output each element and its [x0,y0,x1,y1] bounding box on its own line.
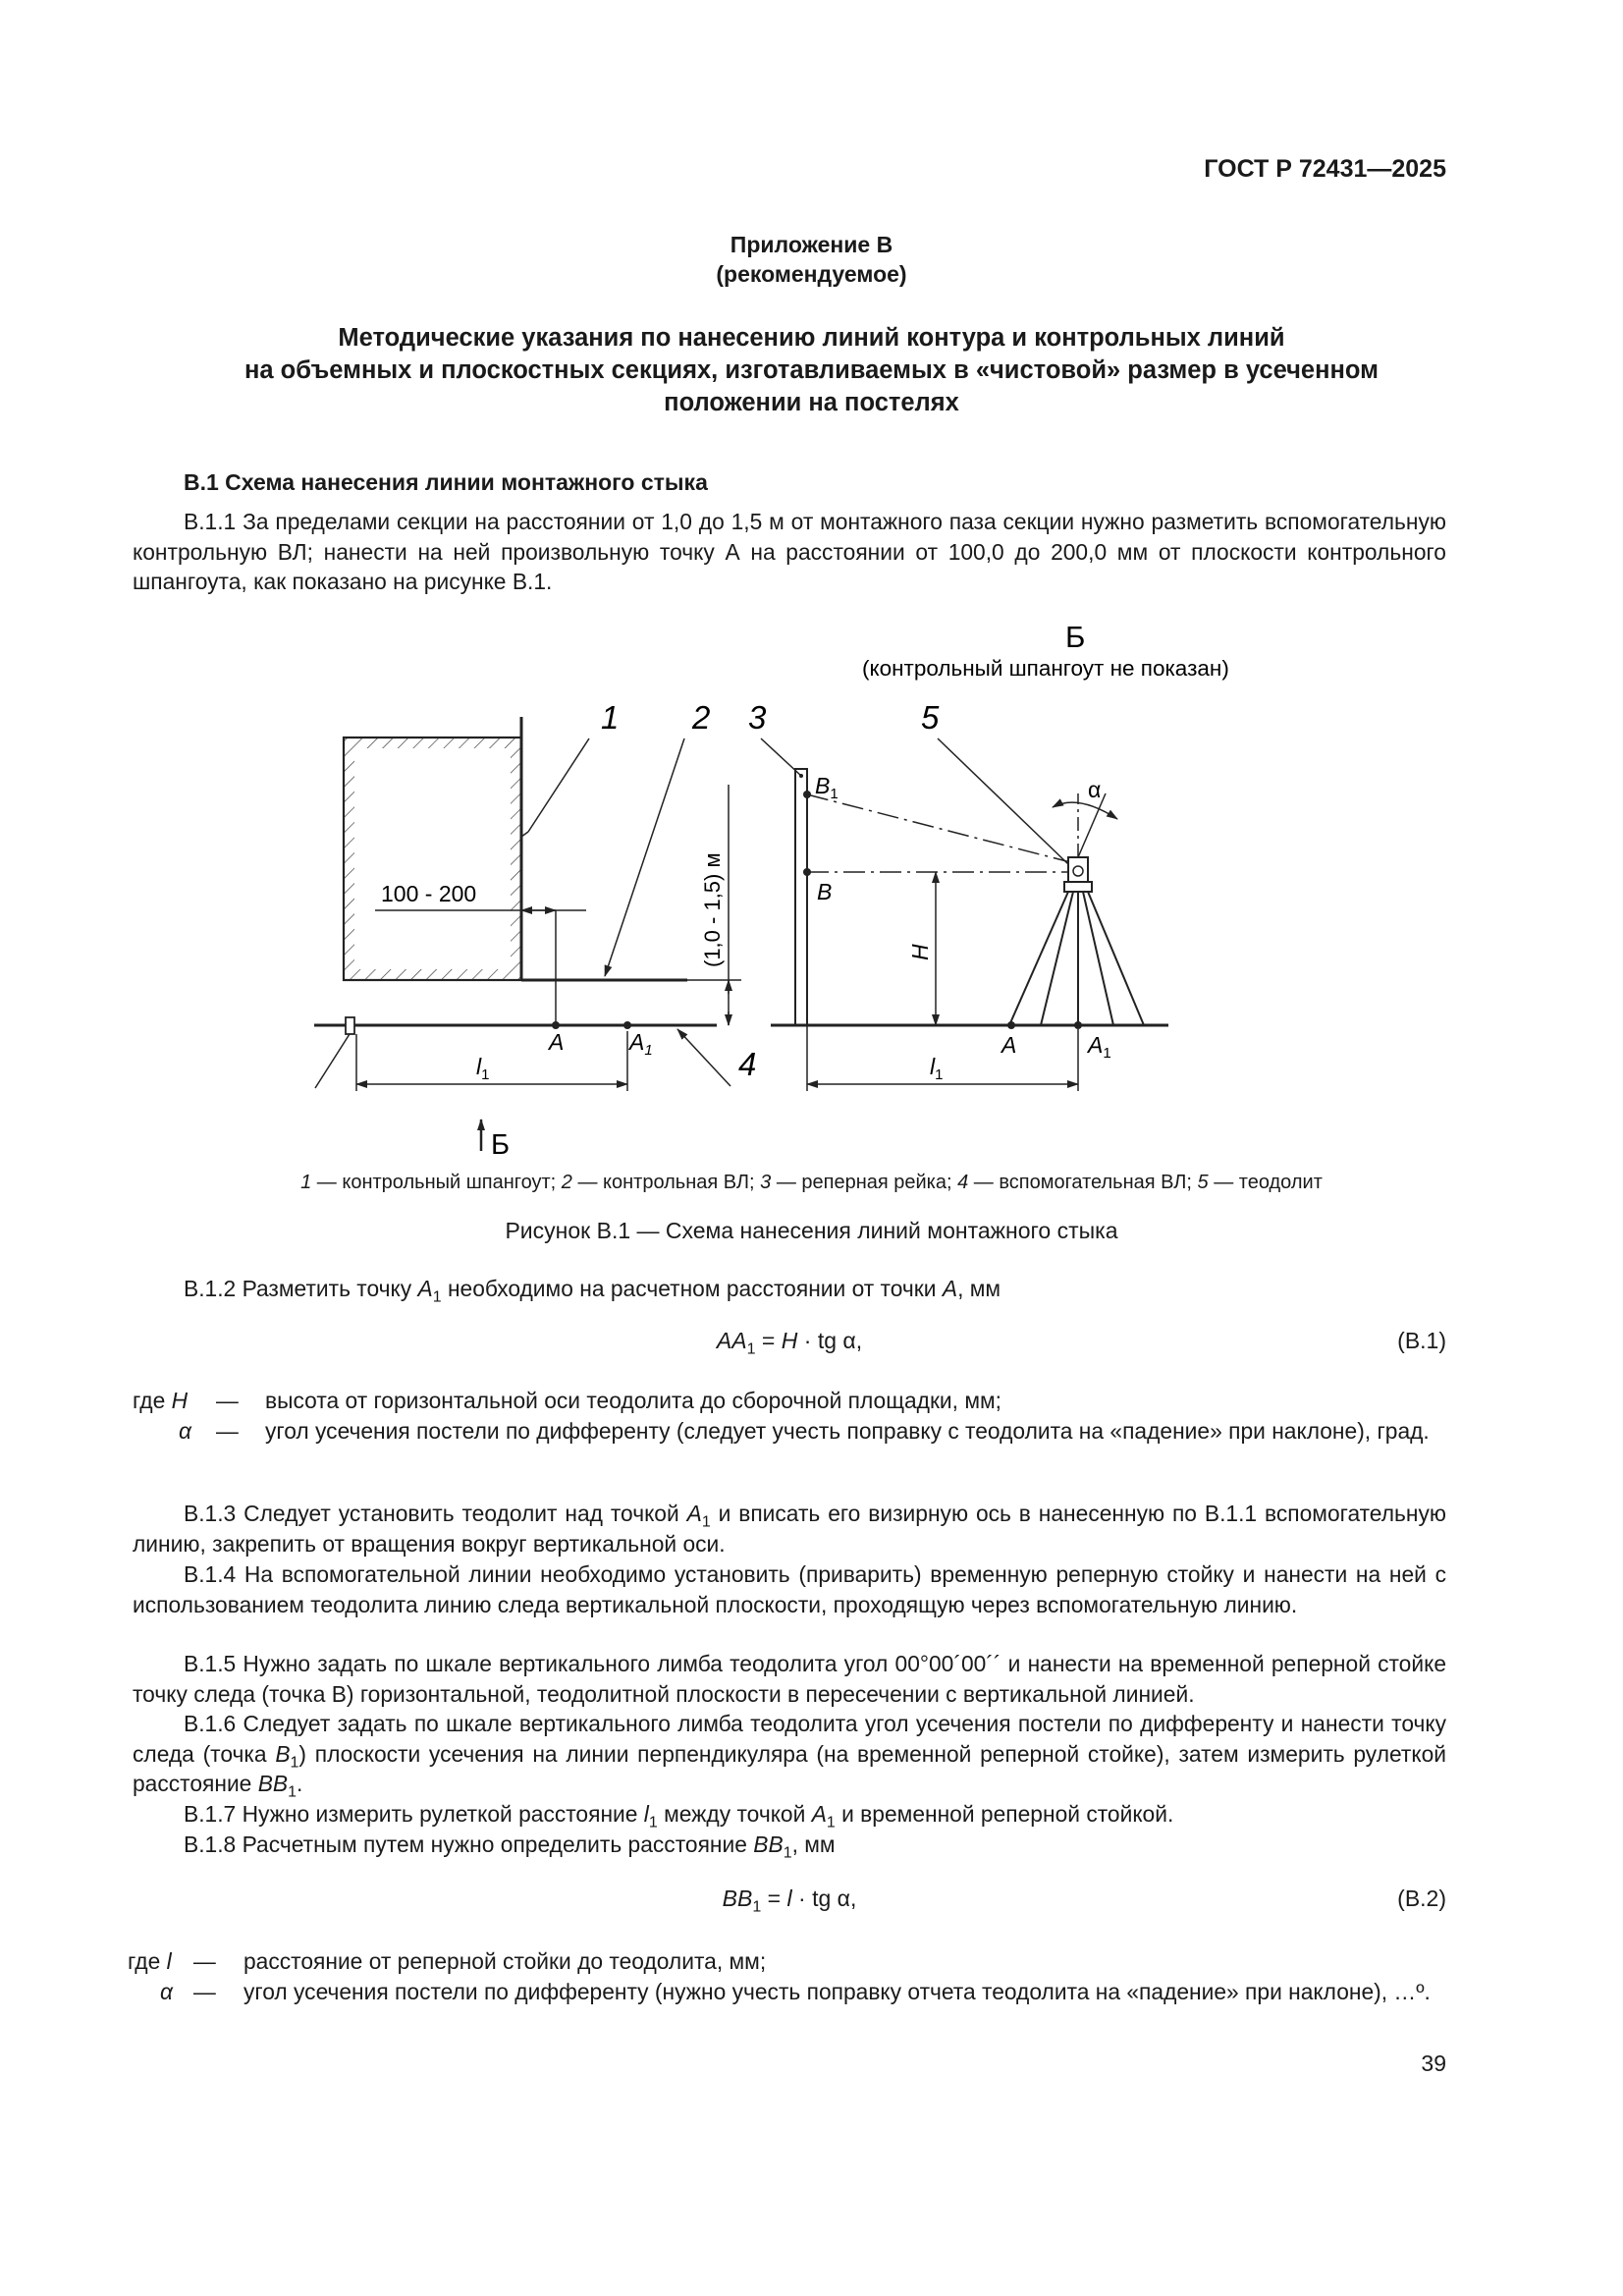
paragraph-b1-4: В.1.4 На вспомогательной линии необходимо установить (приварить) временную реперную стойку и нанести на ней с использованием теодолита линию следа вертикальной плоскости, проходящую через вспомогательную линию. [133,1561,1446,1617]
formula-number-b1: (В.1) [1397,1328,1446,1353]
paragraph-b1-1: В.1.1 За пределами секции на расстоянии от 1,0 до 1,5 м от монтажного паза секции нужно разметить вспомогательную контрольную ВЛ; нанести на ней произвольную точку А на расстоянии от 100,0 до 200,0 мм от плоскости контрольного шпангоута, как показано на рисунке В.1. [133,509,1446,594]
marker-post [346,1017,354,1034]
page-number: 39 [1421,2050,1446,2076]
theodolite [1009,857,1144,1025]
callout-1: 1 [601,699,620,736]
formula-b2: $BB_1 = l$ · tg α, (В.2) [722,1886,1446,1916]
dim-100-200: 100 - 200 [381,881,477,906]
label-a-right: A [1001,1032,1017,1058]
label-a1-left: $A_1$ [629,1029,653,1059]
callout-2: 2 [692,699,711,736]
paragraph-b1-2: В.1.2 Разметить точку $A_1$ необходимо на расчетном расстоянии от точки A, мм [184,1276,1001,1306]
view-note: (контрольный шпангоут не показан) [862,656,1229,681]
document-code: ГОСТ Р 72431—2025 [1204,155,1446,183]
title-line-2: на объемных и плоскостных секциях, изготавливаемых в «чистовой» размер в усеченном [243,356,1380,384]
callout-5: 5 [921,699,940,736]
paragraph-b1-5: В.1.5 Нужно задать по шкале вертикального лимба теодолита угол 00°00´00´´ и нанести на временной реперной стойке точку следа (точка В) горизонтальной, теодолитной плоскости в пересечении с вертикальной линией. [133,1651,1446,1707]
dim-vertical: (1,0 - 1,5) м [700,852,725,967]
view-arrow-label: Б [491,1129,511,1161]
figure-caption: Рисунок В.1 — Схема нанесения линий монтажного стыка [505,1218,1118,1243]
label-h: H [907,944,933,960]
callout-4: 4 [738,1046,757,1082]
label-alpha: α [1088,777,1102,802]
section-heading: В.1 Схема нанесения линии монтажного стыка [184,469,708,495]
label-l1-right: $l_1$ [930,1054,944,1083]
label-b1: $B_1$ [815,773,839,802]
paragraph-b1-3: В.1.3 Следует установить теодолит над точкой $A_1$ и вписать его визирную ось в нанесенную по В.1.1 вспомогательную линию, закрепить от вращения вокруг вертикальной оси. [133,1501,1446,1557]
paragraph-b1-7: В.1.7 Нужно измерить рулеткой расстояние $l_1$ между точкой $A_1$ и временной реперной стойкой. [184,1801,1174,1831]
formula-b1: $AA_1 = H$ · tg α, (В.1) [716,1328,1446,1358]
reference-rail [795,769,807,1025]
label-l1-left: $l_1$ [476,1054,490,1083]
paragraph-b1-8: В.1.8 Расчетным путем нужно определить расстояние $BB_1$, мм [184,1831,836,1862]
view-label: Б [1065,620,1086,654]
appendix-status: (рекомендуемое) [716,261,907,287]
figure-legend: 1 — контрольный шпангоут; 2 — контрольная ВЛ; 3 — реперная рейка; 4 — вспомогательная ВЛ; 5 — теодолит [300,1172,1323,1193]
appendix-label: Приложение В [730,232,893,257]
title-line-1: Методические указания по нанесению линий контура и контрольных линий [338,324,1285,352]
formula-number-b2: (В.2) [1397,1886,1446,1911]
label-a-left: A [549,1029,565,1055]
frame-section [344,717,521,980]
label-a1-right: $A_1$ [1088,1032,1111,1062]
title-line-3: положении на постелях [664,389,959,416]
paragraph-b1-6: В.1.6 Следует задать по шкале вертикального лимба теодолита угол усечения постели по дифференту и нанести точку следа (точка $B_1$) плоскости усечения на линии перпендикуляра (на временной реперной стойке), затем измерить рулеткой расстояние $BB_1$. [133,1711,1446,1801]
callout-3: 3 [748,699,767,736]
label-b: B [817,879,833,904]
